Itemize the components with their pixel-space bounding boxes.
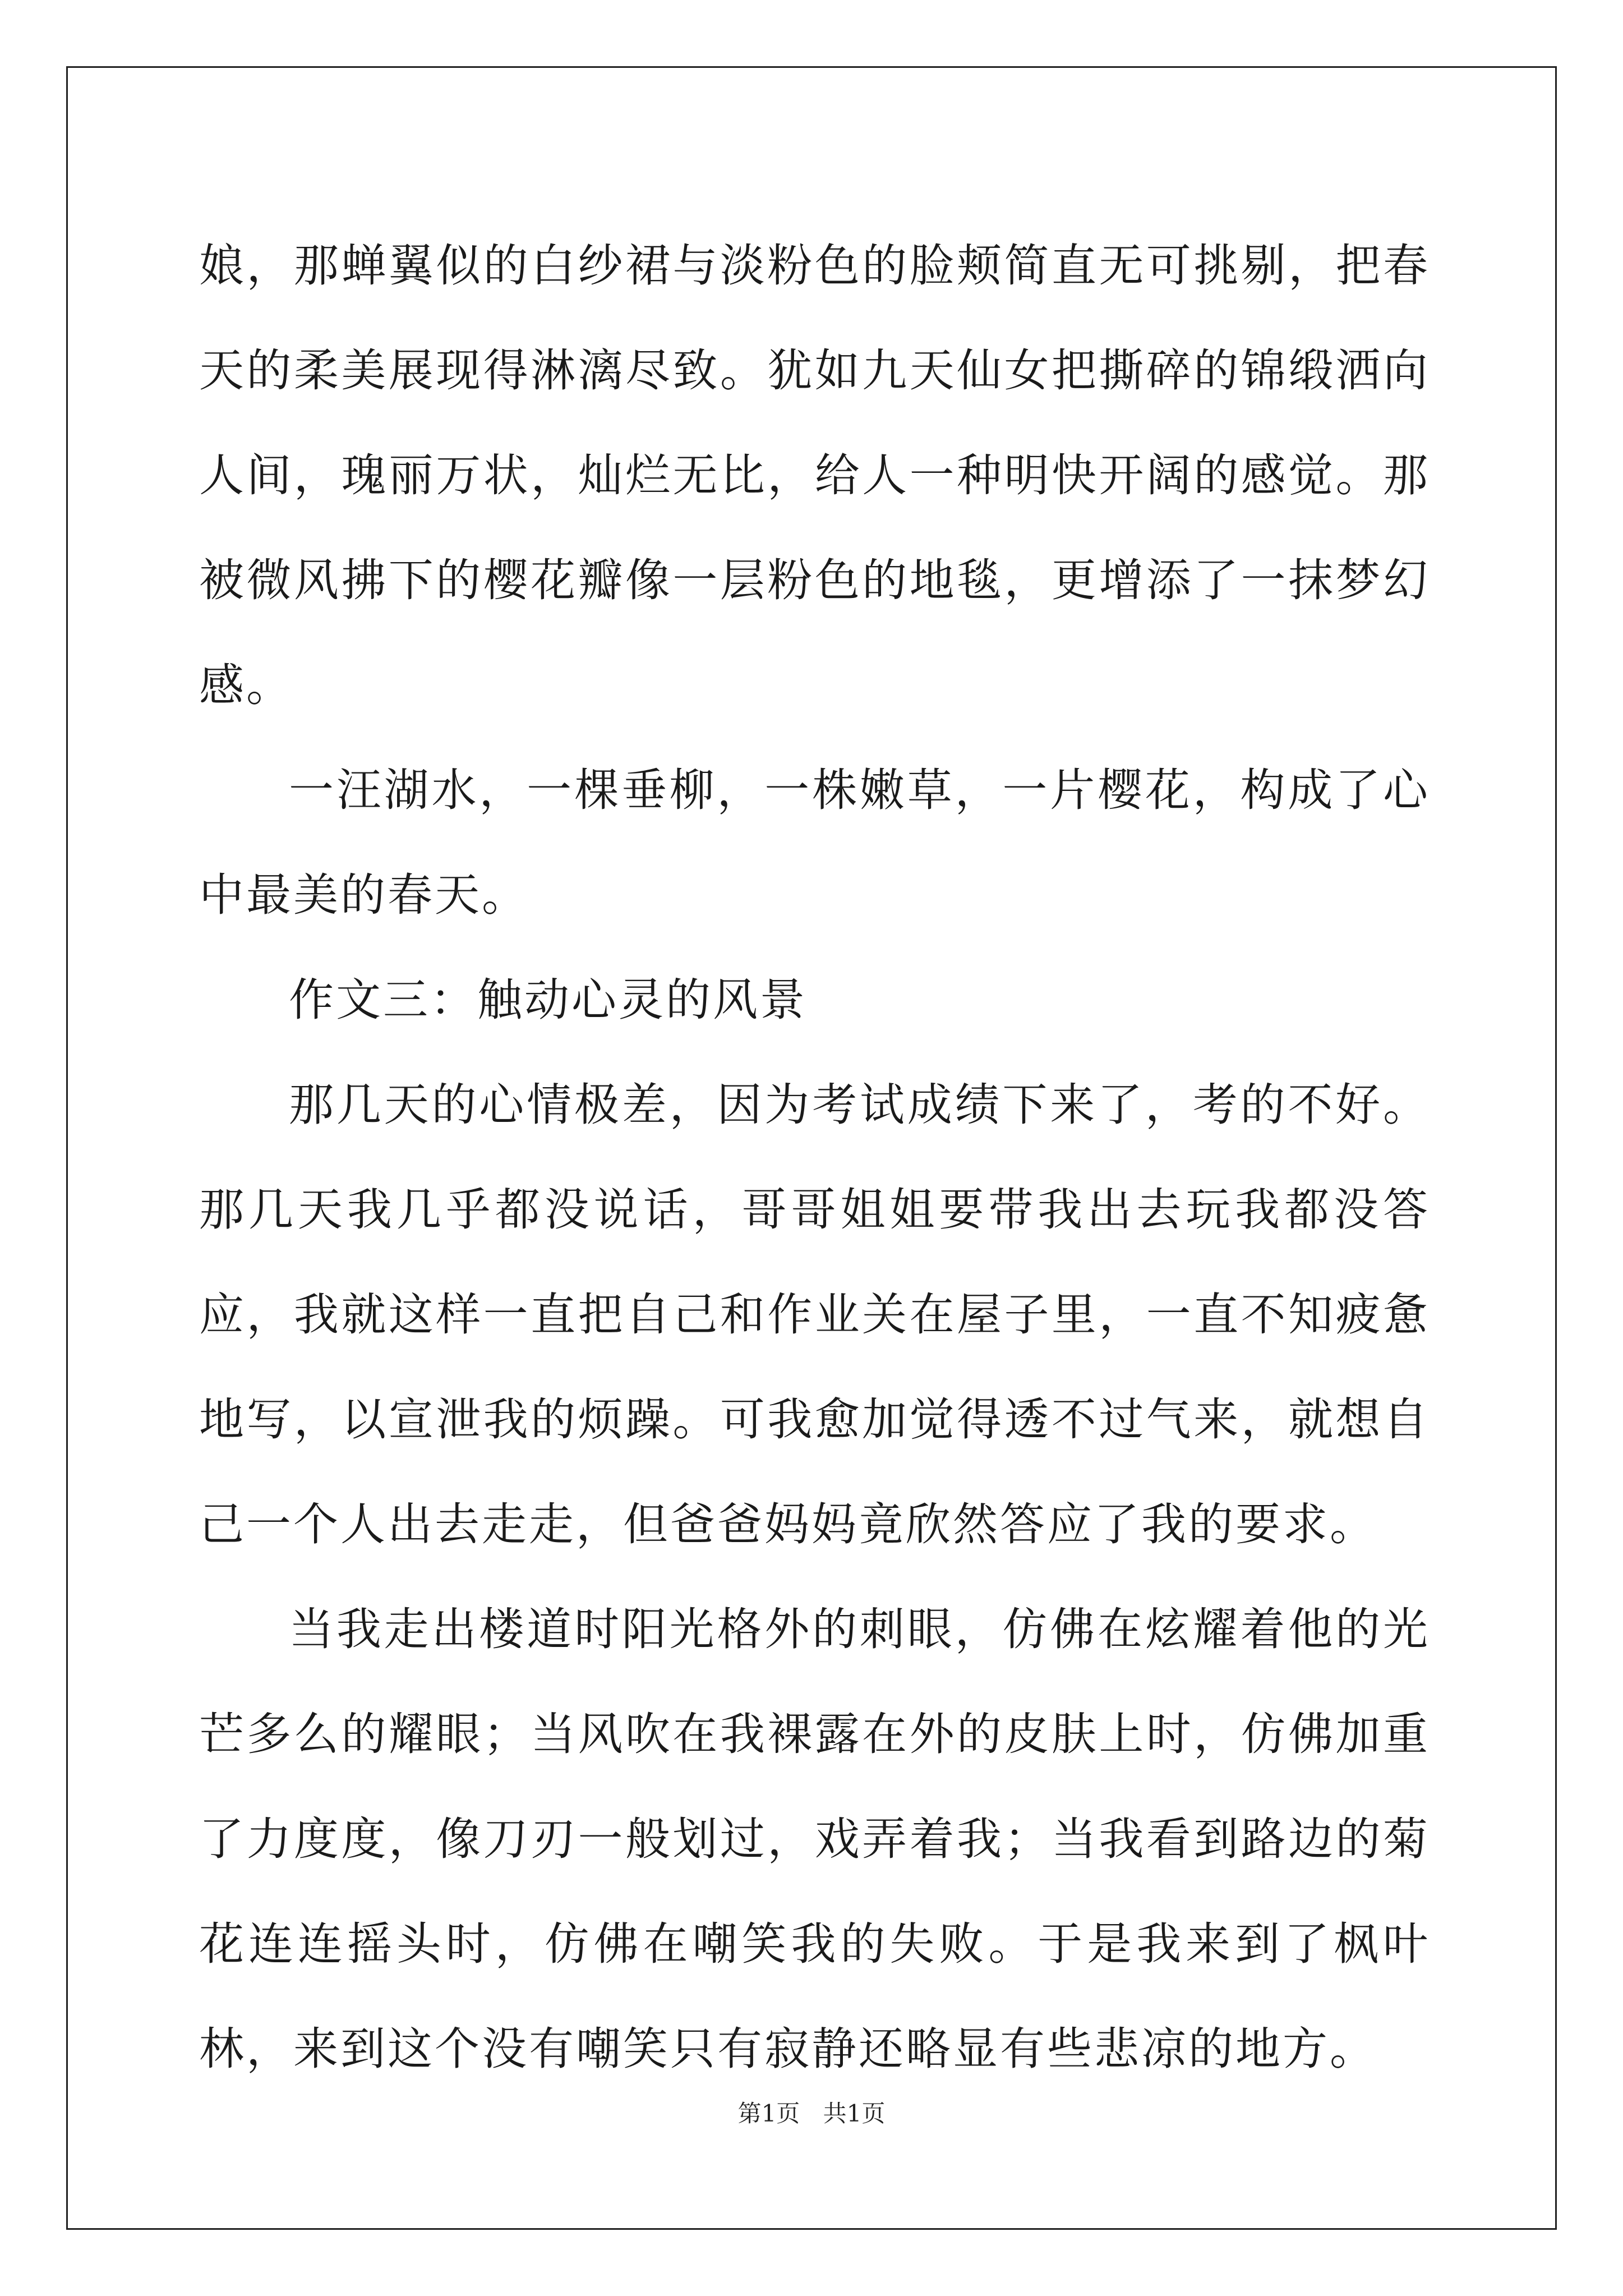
page-total: 共1页: [823, 2100, 886, 2127]
page-footer: [0, 2095, 1623, 2129]
paragraph-2: 一汪湖水，一棵垂柳，一株嫩草，一片樱花，构成了心中最美的春天。: [199, 764, 1430, 921]
paragraph-1: 娘，那蝉翼似的白纱裙与淡粉色的脸颊简直无可挑剔，把春天的柔美展现得淋漓尽致。犹如九天仙女把撕碎的锦缎洒向人间，瑰丽万状，灿烂无比，给人一种明快开阔的感觉。那被微风拂下的樱花瓣像一层粉色的地毯，更增添了一抹梦幻感。: [199, 240, 1430, 711]
paragraph-4: 当我走出楼道时阳光格外的刺眼，仿佛在炫耀着他的光芒多么的耀眼；当风吹在我裸露在外的皮肤上时，仿佛加重了力度度，像刀刃一般划过，戏弄着我；当我看到路边的菊花连连摇头时，仿佛在嘲笑我的失败。于是我来到了枫叶林，来到这个没有嘲笑只有寂静还略显有些悲凉的地方。: [199, 1603, 1430, 2075]
essay-heading: 作文三：触动心灵的风景: [289, 974, 807, 1026]
paragraph-3: 那几天的心情极差，因为考试成绩下来了，考的不好。那几天我几乎都没说话，哥哥姐姐要带我出去玩我都没答应，我就这样一直把自己和作业关在屋子里，一直不知疲惫地写，以宣泄我的烦躁。可我愈加觉得透不过气来，就想自己一个人出去走走，但爸爸妈妈竟欣然答应了我的要求。: [199, 1079, 1430, 1550]
page-number: 第1页: [737, 2100, 800, 2127]
document-body: [199, 213, 1430, 2101]
